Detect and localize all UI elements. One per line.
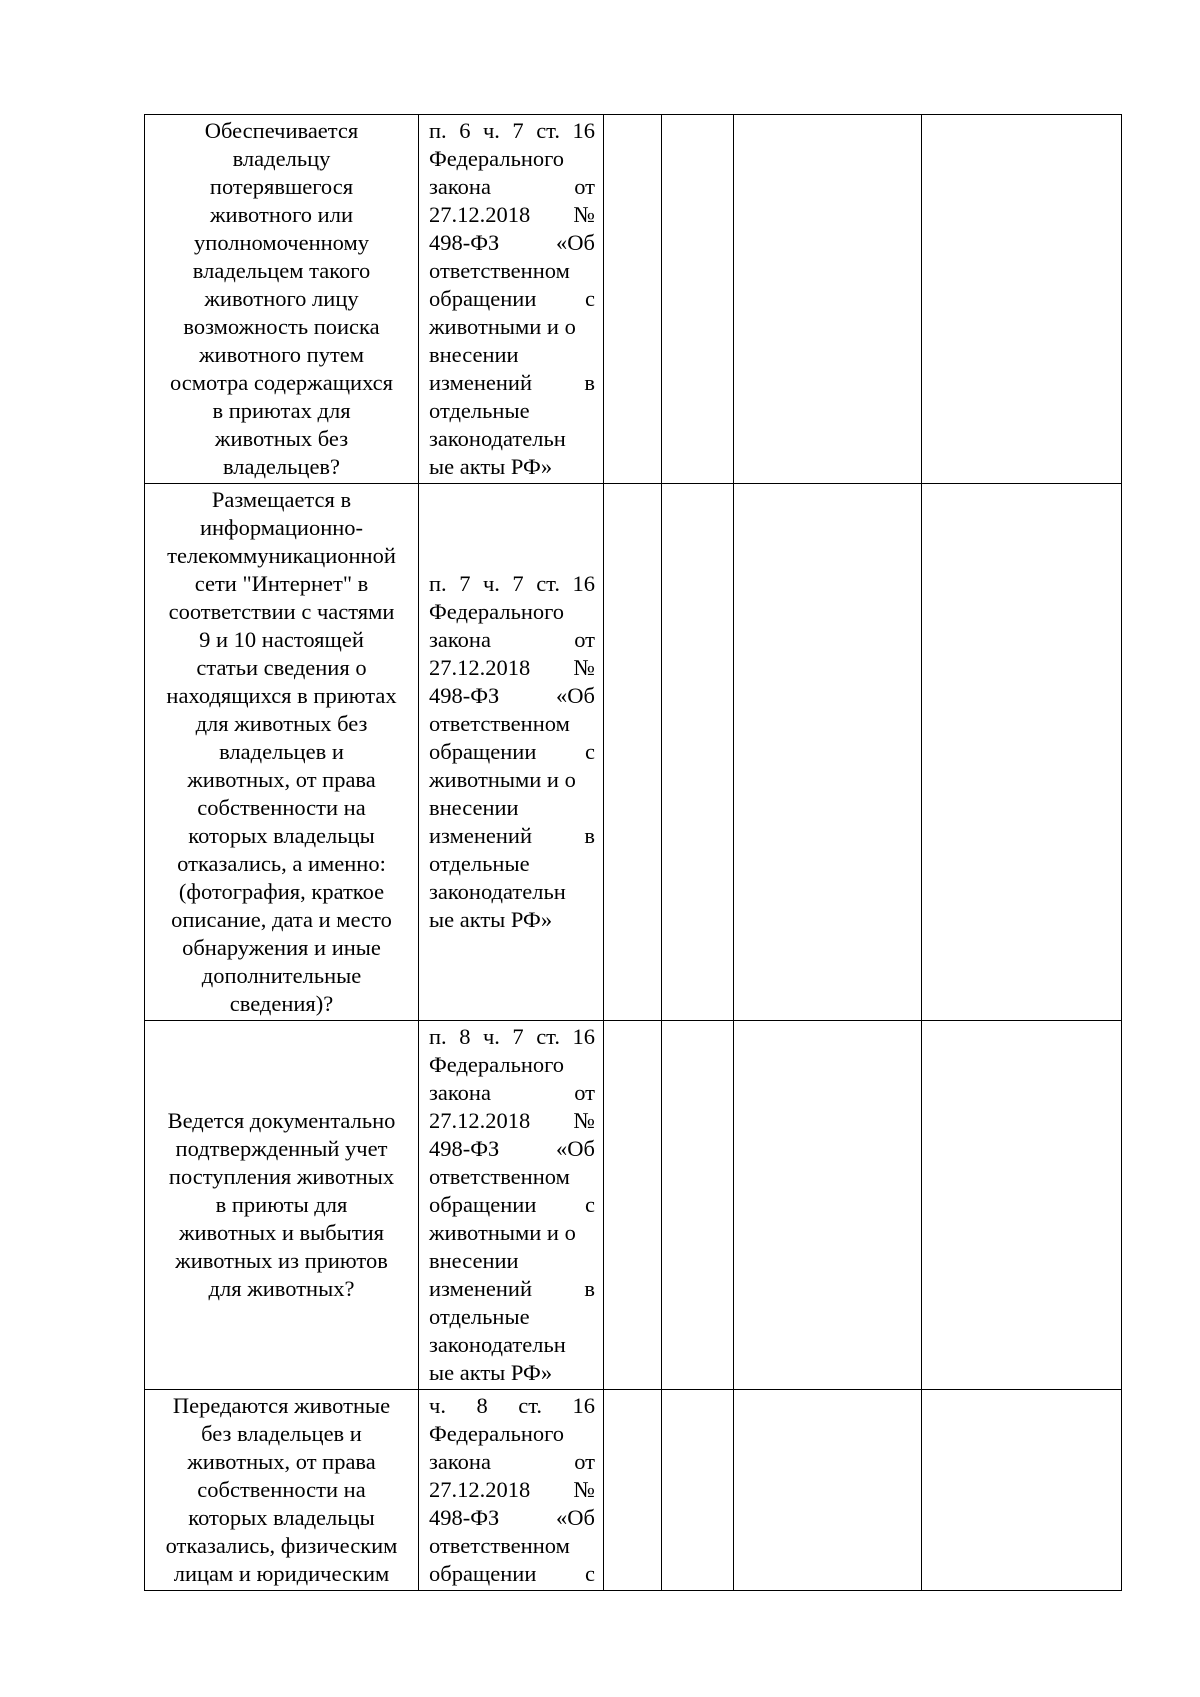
legal-reference-word: Федерального <box>429 1052 565 1077</box>
legal-reference-line <box>429 710 595 738</box>
legal-reference-word: ч. <box>482 118 500 143</box>
legal-reference-word: отдельные <box>429 398 530 423</box>
legal-reference-line <box>429 738 595 766</box>
legal-reference-word: от <box>574 1080 595 1105</box>
legal-reference-line <box>429 1079 595 1107</box>
legal-reference-line <box>429 850 595 878</box>
legal-reference-word: ч. <box>482 571 500 596</box>
legal-reference-word: «Об <box>556 683 595 708</box>
legal-reference-word: закона <box>429 1449 491 1474</box>
legal-reference-line <box>429 906 595 934</box>
legal-reference-word: 27.12.2018 <box>429 202 531 227</box>
legal-reference-line <box>429 1476 595 1504</box>
legal-reference-word: 498-ФЗ <box>429 230 500 255</box>
answer-no-cell[interactable] <box>662 1390 734 1591</box>
legal-reference-line <box>429 794 595 822</box>
legal-reference-line <box>429 878 595 906</box>
legal-reference-word: с <box>585 1561 595 1586</box>
legal-reference-word: Федерального <box>429 599 565 624</box>
legal-reference-line <box>429 1392 595 1420</box>
legal-reference-word: 8 <box>459 1024 471 1049</box>
legal-reference-word: законодательн <box>429 879 566 904</box>
legal-reference-word: закона <box>429 174 491 199</box>
legal-reference-word: отдельные <box>429 851 530 876</box>
legal-reference-word: 27.12.2018 <box>429 1477 531 1502</box>
legal-reference-word: ответственном <box>429 258 570 283</box>
legal-reference-line <box>429 341 595 369</box>
legal-reference-line <box>429 1532 595 1560</box>
question-text: Ведется документально подтвержденный учет поступления животных в приюты для животных и выбытия животных из приютов для животных? <box>167 1108 396 1301</box>
legal-reference-word: обращении <box>429 1561 537 1586</box>
legal-reference-word: ст. <box>536 118 560 143</box>
legal-reference-line <box>429 1560 595 1588</box>
legal-reference-word: ответственном <box>429 1164 570 1189</box>
table-row <box>145 1390 1122 1591</box>
legal-reference-line <box>429 117 595 145</box>
legal-reference-word: ч. <box>429 1393 446 1418</box>
note-cell[interactable] <box>922 115 1122 484</box>
legal-reference-word: Федерального <box>429 1421 565 1446</box>
note-cell[interactable] <box>922 1021 1122 1390</box>
legal-reference-line <box>429 1163 595 1191</box>
legal-reference-word: ч. <box>482 1024 500 1049</box>
legal-reference-word: «Об <box>556 1136 595 1161</box>
legal-reference-cell <box>419 115 604 484</box>
legal-reference-line <box>429 145 595 173</box>
legal-reference-cell <box>419 1021 604 1390</box>
question-cell <box>145 1390 419 1591</box>
legal-reference-word: изменений <box>429 370 532 395</box>
answer-no-cell[interactable] <box>662 484 734 1021</box>
legal-reference-word: 27.12.2018 <box>429 1108 531 1133</box>
not-applicable-cell[interactable] <box>734 1021 922 1390</box>
legal-reference-line <box>429 1275 595 1303</box>
legal-reference-line <box>429 257 595 285</box>
legal-reference-word: закона <box>429 627 491 652</box>
legal-reference-line <box>429 1107 595 1135</box>
legal-reference-line <box>429 822 595 850</box>
legal-reference-word: ст. <box>536 1024 560 1049</box>
legal-reference-word: в <box>584 370 595 395</box>
legal-reference-word: 27.12.2018 <box>429 655 531 680</box>
legal-reference-word: ые акты РФ» <box>429 907 553 932</box>
legal-reference-word: 498-ФЗ <box>429 1136 500 1161</box>
legal-reference-word: 498-ФЗ <box>429 683 500 708</box>
question-cell <box>145 484 419 1021</box>
legal-reference-word: 7 <box>512 1024 524 1049</box>
legal-reference-word: 8 <box>476 1393 488 1418</box>
legal-reference-line <box>429 1504 595 1532</box>
legal-reference-word: п. <box>429 571 447 596</box>
legal-reference-word: № <box>573 655 595 680</box>
legal-reference-line <box>429 397 595 425</box>
table-row <box>145 115 1122 484</box>
legal-reference-word: внесении <box>429 795 519 820</box>
legal-reference-line <box>429 229 595 257</box>
legal-reference-word: п. <box>429 1024 447 1049</box>
legal-reference-line <box>429 682 595 710</box>
legal-reference-line <box>429 173 595 201</box>
legal-reference-line <box>429 425 595 453</box>
legal-reference-word: 16 <box>572 1024 595 1049</box>
legal-reference-word: 7 <box>512 118 524 143</box>
legal-reference-text <box>429 117 595 481</box>
legal-reference-word: Федерального <box>429 146 565 171</box>
legal-reference-word: законодательн <box>429 1332 566 1357</box>
legal-reference-word: 16 <box>572 118 595 143</box>
legal-reference-text <box>429 570 595 934</box>
legal-reference-word: ответственном <box>429 711 570 736</box>
legal-reference-line <box>429 1191 595 1219</box>
answer-yes-cell[interactable] <box>604 484 662 1021</box>
legal-reference-word: от <box>574 627 595 652</box>
legal-reference-word: 6 <box>459 118 471 143</box>
question-cell <box>145 1021 419 1390</box>
legal-reference-word: ые акты РФ» <box>429 454 553 479</box>
legal-reference-word: внесении <box>429 1248 519 1273</box>
legal-reference-line <box>429 285 595 313</box>
legal-reference-word: 498-ФЗ <box>429 1505 500 1530</box>
legal-reference-word: с <box>585 286 595 311</box>
question-text: Обеспечивается владельцу потерявшегося животного или уполномоченному владельцем такого животного лицу возможность поиска животного путем осмотра содержащихся в приютах для животных без владельцев? <box>169 118 394 479</box>
legal-reference-word: ст. <box>536 571 560 596</box>
legal-reference-line <box>429 1247 595 1275</box>
legal-reference-text <box>429 1023 595 1387</box>
legal-reference-word: в <box>584 823 595 848</box>
legal-reference-word: ответственном <box>429 1533 570 1558</box>
legal-reference-line <box>429 766 595 794</box>
legal-reference-word: законодательн <box>429 426 566 451</box>
legal-reference-word: от <box>574 1449 595 1474</box>
legal-reference-word: закона <box>429 1080 491 1105</box>
answer-yes-cell[interactable] <box>604 1021 662 1390</box>
legal-reference-line <box>429 1448 595 1476</box>
legal-reference-word: № <box>573 1108 595 1133</box>
legal-reference-word: животными и о <box>429 767 576 792</box>
question-text: Передаются животные без владельцев и животных, от права собственности на которых владельцы отказались, физическим лицам и юридическим <box>165 1393 398 1586</box>
table-row <box>145 1021 1122 1390</box>
legal-reference-text <box>429 1392 595 1588</box>
legal-reference-word: п. <box>429 118 447 143</box>
legal-reference-word: изменений <box>429 823 532 848</box>
legal-reference-word: ые акты РФ» <box>429 1360 553 1385</box>
not-applicable-cell[interactable] <box>734 484 922 1021</box>
answer-no-cell[interactable] <box>662 115 734 484</box>
answer-yes-cell[interactable] <box>604 1390 662 1591</box>
legal-reference-word: 7 <box>459 571 471 596</box>
answer-no-cell[interactable] <box>662 1021 734 1390</box>
legal-reference-word: «Об <box>556 1505 595 1530</box>
note-cell[interactable] <box>922 484 1122 1021</box>
legal-reference-line <box>429 369 595 397</box>
legal-reference-cell <box>419 1390 604 1591</box>
legal-reference-line <box>429 626 595 654</box>
legal-reference-line <box>429 654 595 682</box>
legal-reference-word: животными и о <box>429 1220 576 1245</box>
legal-reference-word: обращении <box>429 1192 537 1217</box>
legal-reference-word: отдельные <box>429 1304 530 1329</box>
legal-reference-word: № <box>573 202 595 227</box>
legal-reference-word: в <box>584 1276 595 1301</box>
answer-yes-cell[interactable] <box>604 115 662 484</box>
legal-reference-line <box>429 1303 595 1331</box>
legal-reference-line <box>429 1331 595 1359</box>
legal-reference-line <box>429 1359 595 1387</box>
legal-reference-word: с <box>585 1192 595 1217</box>
legal-reference-word: изменений <box>429 1276 532 1301</box>
legal-reference-line <box>429 1135 595 1163</box>
legal-reference-line <box>429 1219 595 1247</box>
legal-reference-line <box>429 598 595 626</box>
legal-reference-line <box>429 1420 595 1448</box>
not-applicable-cell[interactable] <box>734 1390 922 1591</box>
legal-reference-line <box>429 1023 595 1051</box>
question-cell <box>145 115 419 484</box>
not-applicable-cell[interactable] <box>734 115 922 484</box>
legal-reference-word: 7 <box>512 571 524 596</box>
legal-reference-word: 16 <box>572 571 595 596</box>
legal-reference-line <box>429 1051 595 1079</box>
legal-reference-line <box>429 313 595 341</box>
legal-reference-word: ст. <box>518 1393 542 1418</box>
legal-reference-word: № <box>573 1477 595 1502</box>
legal-reference-word: обращении <box>429 739 537 764</box>
legal-reference-word: обращении <box>429 286 537 311</box>
legal-reference-line <box>429 570 595 598</box>
checklist-table <box>144 114 1122 1591</box>
legal-reference-line <box>429 201 595 229</box>
legal-reference-word: от <box>574 174 595 199</box>
legal-reference-word: животными и о <box>429 314 576 339</box>
question-text: Размещается в информационно- телекоммуникационной сети "Интернет" в соответствии с частями 9 и 10 настоящей статьи сведения о находящихся в приютах для животных без владельцев и животных, от права собственности на которых владельцы отказались, а именно: (фотография, краткое описание, дата и место обнаружения и иные дополнительные сведения)? <box>166 487 397 1016</box>
legal-reference-word: с <box>585 739 595 764</box>
table-row <box>145 484 1122 1021</box>
legal-reference-cell <box>419 484 604 1021</box>
legal-reference-word: внесении <box>429 342 519 367</box>
legal-reference-word: 16 <box>572 1393 595 1418</box>
legal-reference-line <box>429 453 595 481</box>
note-cell[interactable] <box>922 1390 1122 1591</box>
legal-reference-word: «Об <box>556 230 595 255</box>
